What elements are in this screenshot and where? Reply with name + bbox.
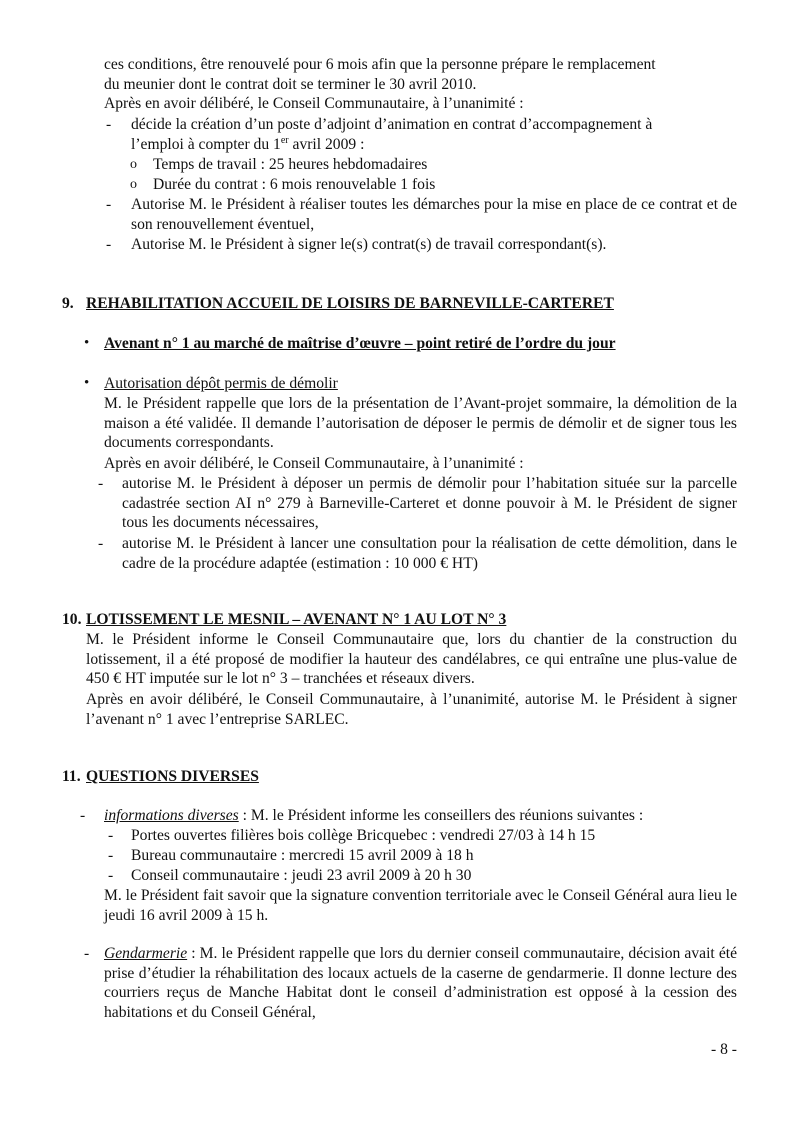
intro-resolution: Après en avoir délibéré, le Conseil Communautaire, à l’unanimité :: [104, 95, 524, 113]
gendarmerie-paragraph: [104, 944, 737, 1023]
intro-paragraph: [104, 55, 737, 114]
bullet-marker: •: [84, 375, 90, 391]
section9-item-2-paragraph: M. le Président rappelle que lors de la présentation de l’Avant-projet sommaire, la démolition de la maison a été validée. Il demande l’autorisation de déposer le permis de démolir et de signer tous les documents correspondants.: [104, 395, 737, 452]
dash-marker: -: [80, 807, 86, 824]
page-number: - 8 -: [711, 1041, 737, 1058]
section-number: 10.: [62, 611, 82, 628]
info-line: [104, 806, 737, 826]
section-number: 11.: [62, 768, 81, 785]
convention-paragraph: M. le Président fait savoir que la signature convention territoriale avec le Conseil Général aura lieu le jeudi 16 avril 2009 à 15 h.: [104, 887, 737, 924]
dash-marker: -: [98, 475, 104, 492]
dash-marker: -: [98, 535, 104, 552]
ordinal-superscript: er: [280, 134, 289, 146]
dash-marker: -: [106, 116, 112, 133]
sub-item: Temps de travail : 25 heures hebdomadaires: [153, 156, 428, 173]
bullet-marker: •: [84, 335, 90, 351]
intro-line: du meunier dont le contrat doit se terminer le 30 avril 2010.: [104, 75, 477, 93]
section9-item-2-title: Autorisation dépôt permis de démolir: [104, 375, 338, 392]
info-label: informations diverses: [104, 807, 239, 824]
intro-decision-3: Autorise M. le Président à signer le(s) contrat(s) de travail correspondant(s).: [131, 236, 607, 253]
intro-decision-2: Autorise M. le Président à réaliser toutes les démarches pour la mise en place de ce contrat et de son renouvellement éventuel,: [131, 196, 737, 233]
gendarmerie-text: : M. le Président rappelle que lors du dernier conseil communautaire, décision avait été prise d’étudier la réhabilitation des locaux actuels de la caserne de gendarmerie. Il donne lecture des courriers reçus de Manche Habitat dont le conseil d’administration est opposé à la cession des habitations et du Conseil Général,: [104, 945, 737, 1022]
section9-decision-1: autorise M. le Président à déposer un permis de démolir pour l’habitation située sur la parcelle cadastrée section AI n° 279 à Barneville-Carteret et donne pouvoir à M. le Président de signer tous les documents nécessaires,: [122, 475, 737, 532]
meeting-item: Conseil communautaire : jeudi 23 avril 2009 à 20 h 30: [131, 867, 472, 884]
info-text: : M. le Président informe les conseillers des réunions suivantes :: [238, 807, 644, 824]
section-title: REHABILITATION ACCUEIL DE LOISIRS DE BARNEVILLE-CARTERET: [86, 295, 614, 312]
dash-marker: -: [108, 867, 114, 884]
dash-marker: -: [108, 827, 114, 844]
meeting-item: Bureau communautaire : mercredi 15 avril 2009 à 18 h: [131, 847, 474, 864]
gendarmerie-label: Gendarmerie: [104, 945, 188, 962]
decision-text-cont: [131, 135, 737, 155]
meeting-item: Portes ouvertes filières bois collège Bricquebec : vendredi 27/03 à 14 h 15: [131, 827, 596, 844]
decision-text: décide la création d’un poste d’adjoint d’animation en contrat d’accompagnement à: [131, 116, 653, 133]
circle-bullet: o: [130, 157, 137, 172]
circle-bullet: o: [130, 177, 137, 192]
decision-date-tail: avril 2009 :: [288, 135, 365, 153]
section10-resolution: Après en avoir délibéré, le Conseil Communautaire, à l’unanimité, autorise M. le Président à signer l’avenant n° 1 avec l’entreprise SARLEC.: [86, 691, 737, 728]
section9-item-1: Avenant n° 1 au marché de maîtrise d’œuvre – point retiré de l’ordre du jour: [104, 335, 616, 352]
section9-resolution: Après en avoir délibéré, le Conseil Communautaire, à l’unanimité :: [104, 455, 524, 472]
dash-marker: -: [106, 236, 112, 253]
sub-item: Durée du contrat : 6 mois renouvelable 1 fois: [153, 176, 436, 193]
decision-date-text: l’emploi à compter du 1: [131, 135, 281, 153]
intro-decision-1: [131, 115, 737, 154]
section-number: 9.: [62, 295, 74, 312]
intro-line: ces conditions, être renouvelé pour 6 mois afin que la personne prépare le remplacement: [104, 56, 656, 73]
dash-marker: -: [84, 945, 90, 962]
dash-marker: -: [106, 196, 112, 213]
section10-paragraph: M. le Président informe le Conseil Communautaire que, lors du chantier de la construction du lotissement, il a été proposé de modifier la hauteur des candélabres, ce qui entraîne une plus-value de 450 € HT imputée sur le lot n° 3 – tranchées et réseaux divers.: [86, 631, 737, 688]
section9-decision-2: autorise M. le Président à lancer une consultation pour la réalisation de cette démolition, dans le cadre de la procédure adaptée (estimation : 10 000 € HT): [122, 535, 737, 572]
section-title: LOTISSEMENT LE MESNIL – AVENANT N° 1 AU LOT N° 3: [86, 611, 507, 628]
section-title: QUESTIONS DIVERSES: [86, 768, 259, 785]
dash-marker: -: [108, 847, 114, 864]
